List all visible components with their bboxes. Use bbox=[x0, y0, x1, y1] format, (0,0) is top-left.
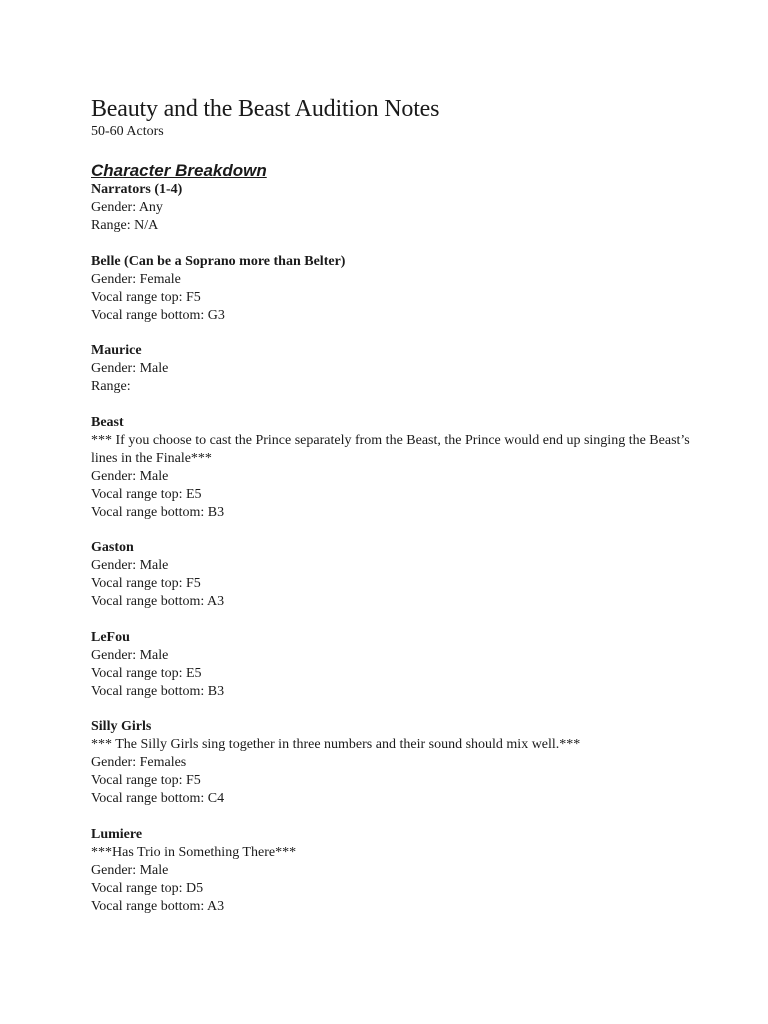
character-block-silly-girls bbox=[91, 718, 691, 808]
character-detail: Gender: Male bbox=[91, 468, 169, 484]
character-detail: Vocal range bottom: A3 bbox=[91, 898, 225, 914]
character-detail: Vocal range bottom: G3 bbox=[91, 307, 225, 323]
character-detail: Range: N/A bbox=[91, 218, 159, 233]
character-name: Belle (Can be a Soprano more than Belter) bbox=[91, 253, 346, 269]
character-detail: Gender: Male bbox=[91, 361, 169, 376]
character-detail: Vocal range bottom: B3 bbox=[91, 683, 225, 699]
character-detail: Gender: Female bbox=[91, 271, 181, 287]
character-name: Narrators (1-4) bbox=[91, 182, 183, 197]
character-detail: Gender: Male bbox=[91, 558, 169, 573]
character-detail: Range: bbox=[91, 379, 131, 394]
character-block-narrators bbox=[91, 181, 691, 235]
character-block-gaston bbox=[91, 539, 691, 611]
character-block-maurice bbox=[91, 342, 691, 396]
section-heading: Character Breakdown bbox=[91, 161, 267, 180]
character-detail: Vocal range bottom: A3 bbox=[91, 594, 225, 609]
character-detail: Gender: Male bbox=[91, 647, 169, 663]
character-detail: Vocal range top: F5 bbox=[91, 289, 201, 305]
character-note: ***Has Trio in Something There*** bbox=[91, 844, 297, 860]
character-detail: Vocal range top: F5 bbox=[91, 773, 201, 788]
character-block-belle bbox=[91, 253, 691, 325]
character-detail: Vocal range bottom: B3 bbox=[91, 504, 225, 520]
character-block-lumiere bbox=[91, 826, 691, 916]
character-detail: Vocal range top: F5 bbox=[91, 576, 201, 591]
character-detail: Vocal range top: E5 bbox=[91, 486, 202, 502]
character-block-beast bbox=[91, 414, 691, 522]
character-name: Silly Girls bbox=[91, 719, 152, 734]
character-note: *** If you choose to cast the Prince separately from the Beast, the Prince would end up singing the Beast’s lines in the Finale*** bbox=[91, 432, 690, 466]
document-page bbox=[91, 94, 691, 933]
character-name: LeFou bbox=[91, 629, 130, 645]
character-name: Beast bbox=[91, 414, 124, 430]
character-name: Gaston bbox=[91, 540, 134, 555]
character-note: *** The Silly Girls sing together in three numbers and their sound should mix well.*** bbox=[91, 737, 581, 752]
document-title: Beauty and the Beast Audition Notes bbox=[91, 96, 440, 122]
character-detail: Gender: Male bbox=[91, 862, 169, 878]
character-name: Maurice bbox=[91, 343, 142, 358]
character-detail: Vocal range top: E5 bbox=[91, 665, 202, 681]
character-detail: Gender: Any bbox=[91, 200, 163, 215]
character-detail: Vocal range bottom: C4 bbox=[91, 791, 225, 806]
character-detail: Gender: Females bbox=[91, 755, 187, 770]
document-subtitle: 50-60 Actors bbox=[91, 124, 164, 139]
character-detail: Vocal range top: D5 bbox=[91, 880, 204, 896]
character-name: Lumiere bbox=[91, 826, 143, 842]
character-block-lefou bbox=[91, 629, 691, 701]
